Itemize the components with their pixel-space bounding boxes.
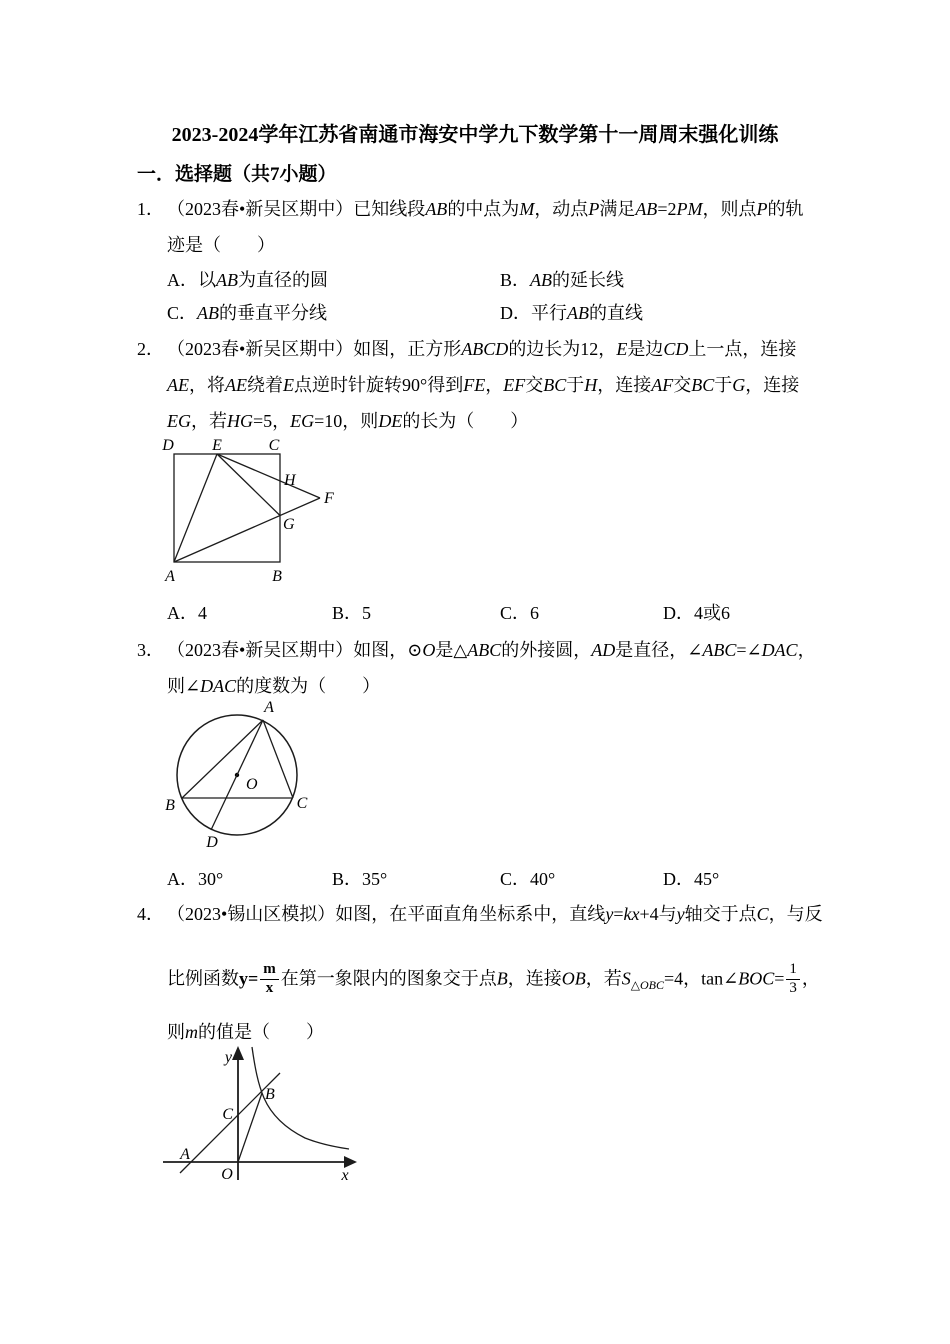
label-h: H [284,472,296,489]
label-d: D [206,834,218,851]
y-axis-arrow [232,1046,244,1060]
q2-line3: EG，若HG=5，EG=10，则DE的长为（ ） [167,411,529,431]
q4-number: 4． [137,904,164,924]
label-g: G [283,516,295,533]
label-a: A [165,568,175,585]
label-d: D [162,437,174,454]
q4-line3: 则m的值是（ ） [167,1022,324,1042]
label-o: O [246,776,258,793]
label-b: B [265,1086,275,1103]
square-abcd [174,454,280,562]
q3-line2: 则∠DAC的度数为（ ） [167,676,381,696]
q3-option-d: D．45° [663,869,720,889]
page-title: 2023-2024学年江苏省南通市海安中学九下数学第十一周周末强化训练 [171,124,779,146]
q3-number: 3． [137,640,164,660]
label-a: A [180,1146,190,1163]
q2-number: 2． [137,339,164,359]
segment-eg [217,454,280,516]
label-f: F [324,490,334,507]
label-c: C [296,795,308,812]
label-origin: O [221,1166,233,1183]
label-b: B [272,568,282,585]
label-c: C [222,1106,233,1123]
q1-option-b: B．AB的延长线 [500,270,625,290]
q3-option-c: C．40° [500,869,556,889]
segment-ef [217,454,320,498]
q1-line1: （2023春•新吴区期中）已知线段AB的中点为M，动点P满足AB=2PM，则点P的轨 [167,199,804,219]
q2-line2: AE，将AE绕着E点逆时针旋转90°得到FE，EF交BC于H，连接AF交BC于G，连接 [167,375,800,395]
label-c: C [268,437,280,454]
q2-option-b: B．5 [332,603,372,623]
label-e: E [212,437,222,454]
q1-line2: 迹是（ ） [167,235,275,255]
label-a: A [264,699,274,716]
q4-line1: （2023•锡山区模拟）如图，在平面直角坐标系中，直线y=kx+4与y轴交于点C，与反 [167,904,823,924]
q1-option-d: D．平行AB的直线 [500,303,643,323]
q2-option-d: D．4或6 [663,603,730,623]
q1-option-a: A．以AB为直径的圆 [167,270,328,290]
question3-circle-figure [163,698,323,858]
q1-option-c: C．AB的垂直平分线 [167,303,328,323]
q4-line2: 比例函数y= $\frac{m}{x}$ 在第一象限内的图象交于点B，连接OB，若$S_{\triangle OBC}=4$，tan∠BOC= $\frac{1}{3}$ ， [167,961,820,996]
q2-line1: （2023春•新吴区期中）如图，正方形ABCD的边长为12，E是边CD上一点，连接 [167,339,797,359]
label-x-axis: x [341,1167,349,1184]
section-header: 一．选择题（共7小题） [137,164,337,185]
label-b: B [165,797,175,814]
diameter-ad [211,720,263,830]
q2-option-a: A．4 [167,603,207,623]
q1-number: 1． [137,199,164,219]
q3-option-a: A．30° [167,869,224,889]
label-y-axis: y [224,1049,232,1066]
q2-option-c: C．6 [500,603,540,623]
q3-option-b: B．35° [332,869,388,889]
question4-graph-figure [158,1042,373,1192]
question2-square-figure [158,438,343,588]
q3-line1: （2023春•新吴区期中）如图，⊙O是△ABC的外接圆，AD是直径，∠ABC=∠DAC， [167,640,816,660]
